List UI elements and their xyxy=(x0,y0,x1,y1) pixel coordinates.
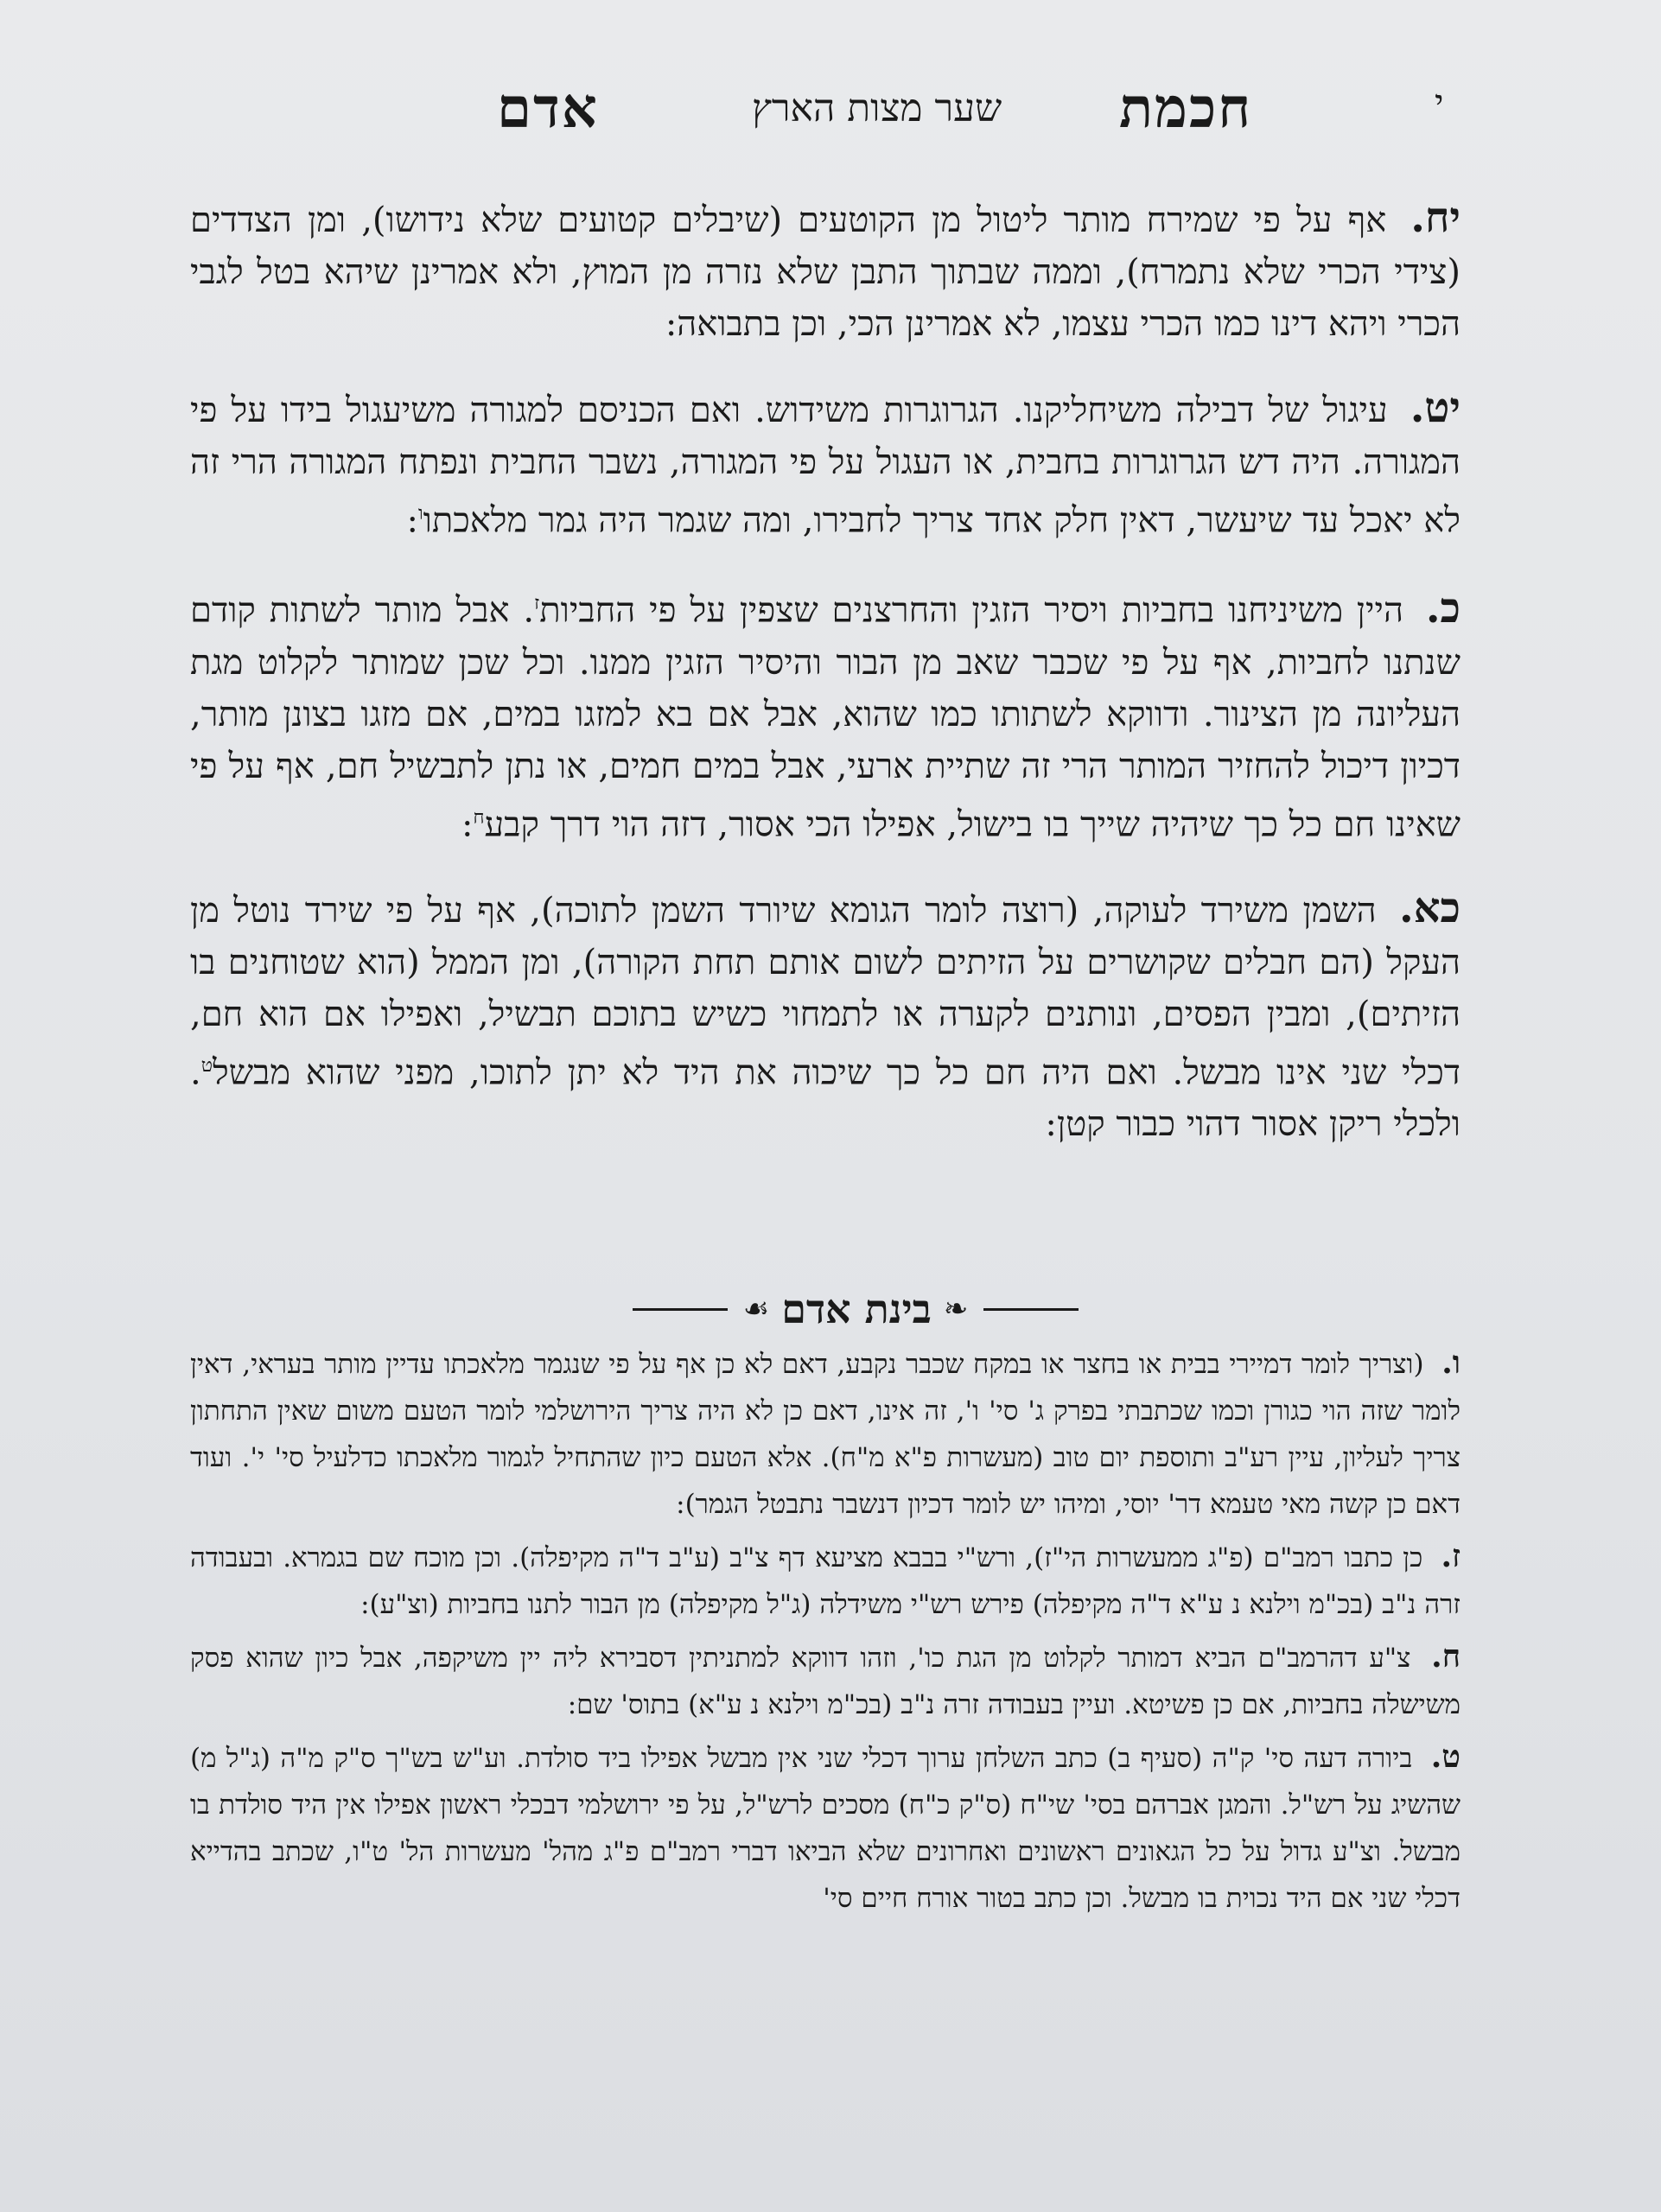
footnote-ref: ו xyxy=(417,503,423,524)
paragraph-end: : xyxy=(406,500,418,541)
note-text: (וצריך לומר דמיירי בבית או בחצר או במקח שכבר נקבע, דאם לא כן אף על פי שנגמר מלאכתו עדיין מותר בעראי, דאין לומר שזה הוי כגורן וכמו שכתבתי בפרק ג' סי' ו', זה אינו, דאם כן לא היה צריך הירושלמי לומר הטעם משום שאין התחתון צריך לעליון, עיין רע"ב ותוספת יום טוב (מעשרות פ"א מ"ח). אלא הטעם כיון שהתחיל לגמור מלאכתו כדלעיל סי' י'. ועוד דאם כן קשה מאי טעמא דר' יוסי, ומיהו יש לומר דכיון דנשבר נתבטל הגמר): xyxy=(190,1349,1461,1520)
paragraph-marker: כ. xyxy=(1425,583,1461,632)
ornament-icon: ☙ xyxy=(742,1292,770,1326)
paragraph-text: אף על פי שמירח מותר ליטול מן הקוטעים (שיבלים קטועים שלא נידושו), ומן הצדדים (צידי הכרי שלא נתמרח), וממה שבתוך התבן שלא נזרה מן המוץ, ולא אמרינן שיהא בטל לגבי הכרי ויהא דינו כמו הכרי עצמו, לא אמרינן הכי, וכן בתבואה: xyxy=(190,200,1461,344)
paragraph-21 xyxy=(190,882,1461,1150)
footnote-ref: ז xyxy=(534,593,540,615)
note-text: ביורה דעה סי' ק"ה (סעיף ב) כתב השלחן ערוך דכלי שני אין מבשל אפילו ביד סולדת. וע"ש בש"ך ס"ק מ"ה (ג"ל מ) שהשיג על רש"ל. והמגן אברהם בסי' שי"ח (ס"ק כ"ח) מסכים לרש"ל, על פי ירושלמי דבכלי ראשון אפילו אין היד סולדת בו מבשל. וצ"ע גדול על כל הגאונים ראשונים ואחרונים שלא הביאו דברי רמב"ם פ"ג מהל' מעשרות הל' ט"ו, שכתב בהדייא דכלי שני אם היד נכוית בו מבשל. וכן כתב בטור אורח חיים סי' xyxy=(190,1743,1461,1914)
commentary-notes xyxy=(190,1339,1461,1927)
note-marker: ט. xyxy=(1430,1738,1461,1775)
note-marker: ח. xyxy=(1431,1638,1461,1675)
paragraph-marker: יח. xyxy=(1410,194,1461,242)
paragraph-end: : xyxy=(461,804,474,844)
note-7 xyxy=(190,1533,1461,1628)
note-6 xyxy=(190,1339,1461,1528)
note-text: צ"ע דהרמב"ם הביא דמותר לקלוט מן הגת כו', וזהו דווקא למתניתין דסבירא ליה יין משיקפה, אבל כיון שהוא פסק משישלה בחביות, אם כן פשיטא. ועיין בעבודה זרה נ"ב (בכ"מ וילנא נ ע"א) בתוס' שם: xyxy=(190,1643,1461,1720)
divider-line xyxy=(983,1308,1079,1311)
paragraph-text: השמן משירד לעוקה, (רוצה לומר הגומא שיורד השמן לתוכה), אף על פי שירד נוטל מן העקל (הם חבלים שקושרים על הזיתים לשום אותם תחת הקורה), ומן הממל (הוא שטוחנים בו הזיתים), ומבין הפסים, ונותנים לקערה או לתמחוי כשיש בתוכם תבשיל, ואפילו אם הוא חם, דכלי שני אינו מבשל. ואם היה חם כל כך שיכוה את היד לא יתן לתוכו, מפני שהוא מבשל xyxy=(190,890,1461,1093)
running-head-right: אדם xyxy=(497,76,599,141)
paragraph-20 xyxy=(190,578,1461,850)
footnote-ref: ט xyxy=(200,1054,213,1077)
paragraph-19 xyxy=(190,382,1461,546)
footnote-ref: ח xyxy=(473,806,485,829)
running-head-center: שער מצות הארץ xyxy=(752,86,1002,130)
ornament-icon: ❧ xyxy=(943,1292,969,1326)
divider-line xyxy=(633,1308,728,1311)
running-head-left: חכמת xyxy=(1119,76,1253,141)
paragraph-text-cont: . אבל מותר לשתות קודם שנתנו לחביות, אף על פי שכבר שאב מן הבור והיסיר הזגין ממנו. וכל שכן שמותר לקלוט מגת העליונה מן הצינור. ודווקא לשתותו כמו שהוא, אבל אם בא למזגו במים, אם מזגו בצונן מותר, דכיון דיכול להחזיר המותר הרי זה שתיית ארעי, אבל במים חמים, או נתן לתבשיל חם, אף על פי שאינו חם כל כך שיהיה שייך בו בישול, אפילו הכי אסור, דזה הוי דרך קבע xyxy=(190,590,1461,844)
note-marker: ו. xyxy=(1441,1344,1461,1381)
paragraph-18 xyxy=(190,192,1461,350)
paragraph-text-cont: . ולכלי ריקן אסור דהוי כבור קטן: xyxy=(190,1052,1461,1145)
section-divider xyxy=(596,1279,1115,1339)
note-text: כן כתבו רמב"ם (פ"ג ממעשרות הי"ז), ורש"י בבבא מציעא דף צ"ב (ע"ב ד"ה מקיפלה). וכן מוכח שם בגמרא. ובעבודה זרה נ"ב (בכ"מ וילנא נ ע"א ד"ה מקיפלה) פירש רש"י משידלה (ג"ל מקיפלה) מן הבור לתנו בחביות (וצ"ע): xyxy=(190,1542,1461,1620)
paragraph-text: עיגול של דבילה משיחליקנו. הגרוגרות משידוש. ואם הכניסם למגורה משיעגול בידו על פי המגורה. היה דש הגרוגרות בחבית, או העגול על פי המגורה, נשבר החבית ונפתח המגורה הרי זה לא יאכל עד שיעשר, דאין חלק אחד צריך לחבירו, ומה שגמר היה גמר מלאכתו xyxy=(190,391,1461,541)
note-8 xyxy=(190,1633,1461,1728)
main-text xyxy=(190,192,1461,1182)
section-title: בינת אדם xyxy=(781,1286,932,1332)
paragraph-marker: יט. xyxy=(1410,384,1461,432)
paragraph-text: היין משיניחנו בחביות ויסיר הזגין והחרצנים שצפין על פי החביות xyxy=(539,590,1403,631)
paragraph-marker: כא. xyxy=(1399,883,1461,932)
note-9 xyxy=(190,1733,1461,1922)
page-number: י xyxy=(1435,83,1444,123)
note-marker: ז. xyxy=(1441,1538,1461,1574)
